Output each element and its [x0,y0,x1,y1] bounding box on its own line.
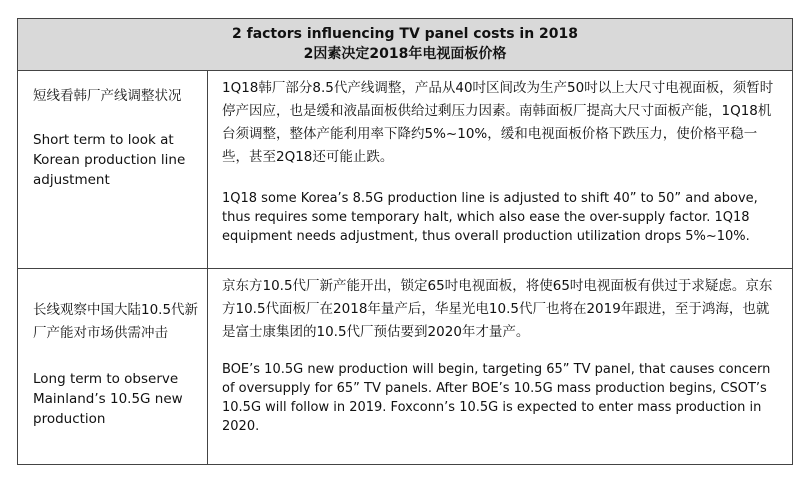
table-row-long-term [18,269,792,464]
row-label-en: Long term to observe Mainland’s 10.5G new production [33,371,183,427]
table-title-en: 2 factors influencing TV panel costs in 2018 [231,26,579,42]
table-header [18,19,792,71]
row-label-zh: 短线看韩厂产线调整状况 [33,88,182,104]
factors-table [17,18,793,465]
row-content-en: 1Q18 some Korea’s 8.5G production line is adjusted to shift 40” to 50” and above, thus requires some temporary halt, which also ease the over-supply factor. 1Q18 equipment needs adjustment, thus overall production utilization drops 5%~10%. [222,191,758,244]
row-content-cell [208,71,792,268]
row-content-zh: 1Q18韩厂部分8.5代产线调整，产品从40吋区间改为生产50吋以上大尺寸电视面板，须暂时停产因应，也是缓和液晶面板供给过剩压力因素。南韩面板厂提高大尺寸面板产能，1Q18机台须调整，整体产能利用率下降约5%~10%，缓和电视面板价格下跌压力，使价格平稳一些，甚至2Q18还可能止跌。 [222,80,774,165]
table-row-short-term [18,71,792,269]
row-label-en: Short term to look at Korean production line adjustment [33,132,186,188]
row-content-en: BOE’s 10.5G new production will begin, targeting 65” TV panel, that causes concern of oversupply for 65” TV panels. After BOE’s 10.5G mass production begins, CSOT’s 10.5G will follow in 2019. Foxconn’s 10.5G is expected to enter mass production in 2020. [222,362,771,434]
row-label-cell [18,269,208,464]
row-label-cell [18,71,208,268]
row-content-zh: 京东方10.5代厂新产能开出，锁定65吋电视面板，将使65吋电视面板有供过于求疑虑。京东方10.5代面板厂在2018年量产后，华星光电10.5代厂也将在2019年跟进，至于鸿海，也就是富士康集团的10.5代厂预估要到2020年才量产。 [222,278,773,340]
row-label-zh: 长线观察中国大陆10.5代新厂产能对市场供需冲击 [33,302,199,341]
table-title-zh: 2因素决定2018年电视面板价格 [303,46,507,62]
row-content-cell [208,269,792,464]
